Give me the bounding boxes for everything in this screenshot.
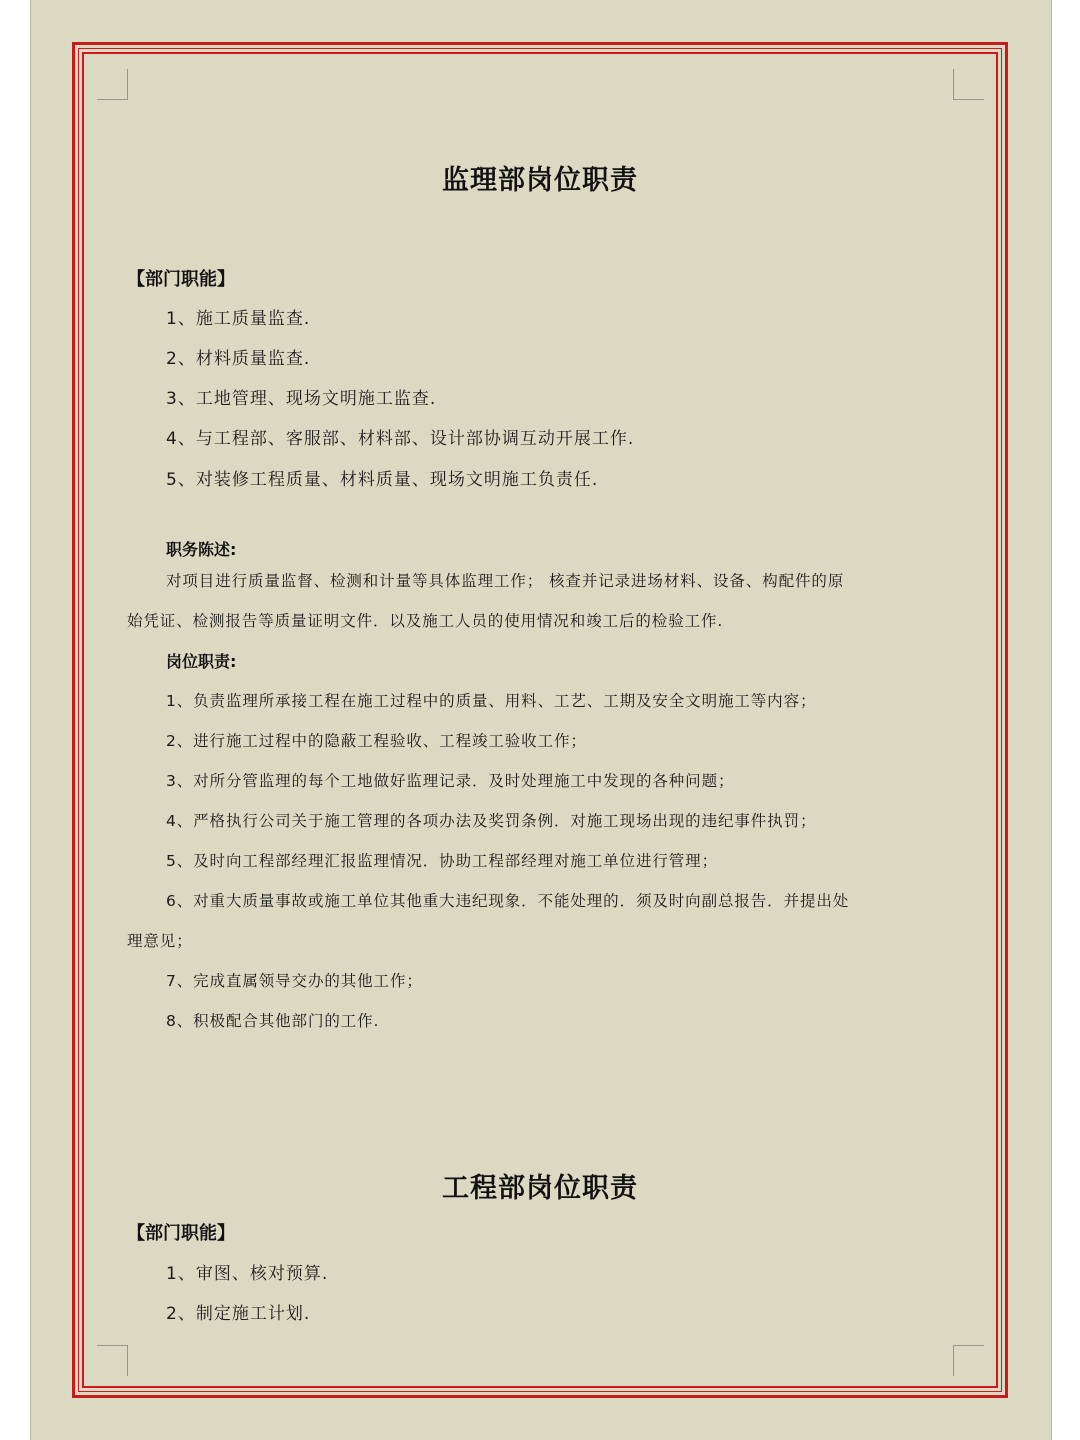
crop-mark-top-left xyxy=(97,69,128,100)
duty-item: 6、对重大质量事故或施工单位其他重大违纪现象．不能处理的．须及时向副总报告．并提出处 xyxy=(166,892,850,910)
function-item: 2、制定施工计划. xyxy=(166,1304,311,1324)
duty-item: 1、负责监理所承接工程在施工过程中的质量、用料、工艺、工期及安全文明施工等内容； xyxy=(166,692,817,710)
duty-item: 5、及时向工程部经理汇报监理情况．协助工程部经理对施工单位进行管理； xyxy=(166,852,718,870)
function-item: 1、审图、核对预算. xyxy=(166,1264,329,1284)
duty-item: 8、积极配合其他部门的工作. xyxy=(166,1012,380,1030)
function-item: 5、对装修工程质量、材料质量、现场文明施工负责任. xyxy=(166,470,599,490)
dept-function-heading: 【部门职能】 xyxy=(127,1223,235,1244)
section-title-engineering: 工程部岗位职责 xyxy=(442,1173,638,1204)
duties-heading: 岗位职责: xyxy=(166,652,237,671)
crop-mark-top-right xyxy=(953,69,984,100)
section-title-supervision: 监理部岗位职责 xyxy=(442,165,638,196)
function-item: 1、施工质量监查. xyxy=(166,309,311,329)
duty-item: 7、完成直属领导交办的其他工作； xyxy=(166,972,423,990)
duty-item: 3、对所分管监理的每个工地做好监理记录．及时处理施工中发现的各种问题； xyxy=(166,772,735,790)
duty-item-continuation: 理意见； xyxy=(127,932,193,950)
job-description-heading: 职务陈述: xyxy=(166,540,237,559)
function-item: 2、材料质量监查. xyxy=(166,349,311,369)
dept-function-heading: 【部门职能】 xyxy=(127,269,235,290)
duty-item: 4、严格执行公司关于施工管理的各项办法及奖罚条例．对施工现场出现的违纪事件执罚； xyxy=(166,812,817,830)
job-description-line: 对项目进行质量监督、检测和计量等具体监理工作； 核查并记录进场材料、设备、构配件的原 xyxy=(166,572,845,590)
crop-mark-bottom-right xyxy=(953,1345,984,1376)
function-item: 3、工地管理、现场文明施工监查. xyxy=(166,389,437,409)
duty-item: 2、进行施工过程中的隐蔽工程验收、工程竣工验收工作； xyxy=(166,732,587,750)
function-item: 4、与工程部、客服部、材料部、设计部协调互动开展工作. xyxy=(166,429,635,449)
crop-mark-bottom-left xyxy=(97,1345,128,1376)
job-description-line: 始凭证、检测报告等质量证明文件．以及施工人员的使用情况和竣工后的检验工作. xyxy=(127,612,724,630)
